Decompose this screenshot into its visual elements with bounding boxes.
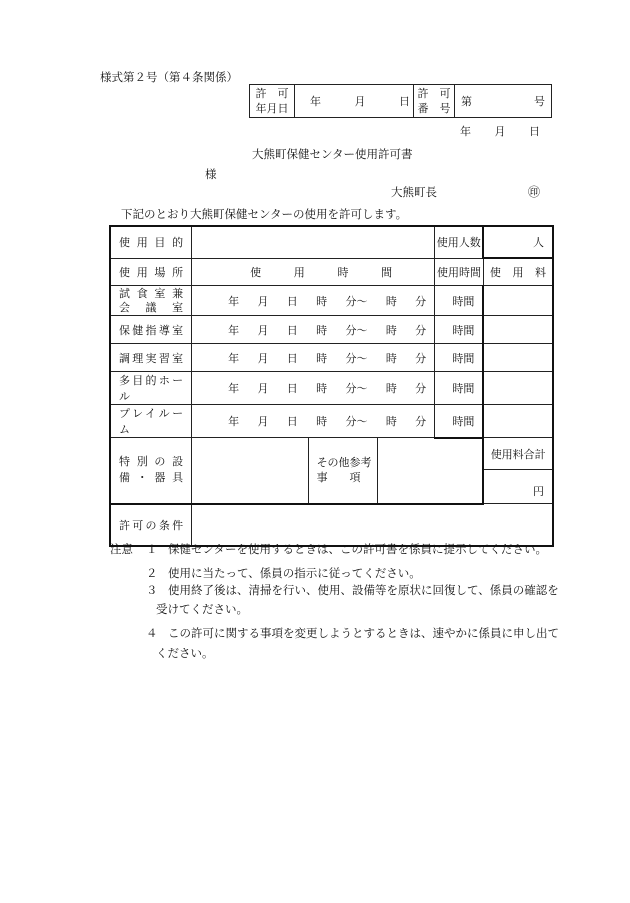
unit-minute-end: 分 xyxy=(415,415,427,428)
other-reference-field[interactable] xyxy=(378,438,483,504)
room-hours-field[interactable] xyxy=(435,316,484,344)
permit-date-label-line2: 年月日 xyxy=(255,102,289,115)
room-time-field[interactable] xyxy=(192,405,435,438)
unit-minute-end: 分 xyxy=(415,294,427,308)
room-hours-field[interactable] xyxy=(435,344,484,372)
fee-total-field[interactable] xyxy=(483,470,553,504)
room-fee-field[interactable] xyxy=(483,372,553,405)
issue-year-unit: 年 xyxy=(460,125,471,138)
unit-hour-end: 時 xyxy=(385,323,397,337)
notes-heading: 注意 xyxy=(110,542,133,556)
unit-month: 月 xyxy=(257,382,269,395)
permit-number-label-line1: 許 可 xyxy=(417,87,451,100)
unit-minute-end: 分 xyxy=(415,351,427,365)
permit-number-label xyxy=(414,85,455,118)
room-time-field[interactable] xyxy=(192,372,435,405)
note-text: 使用に当たって、係員の指示に従ってください。 xyxy=(168,566,421,580)
note-number: ３ xyxy=(146,583,158,597)
note-text: 使用終了後は、清掃を行い、使用、設備等を原状に回復して、係員の確認を xyxy=(168,583,559,597)
other-label-line1: その他参考 xyxy=(316,456,372,470)
issuer-name: 大熊町長 xyxy=(391,185,437,199)
addressee-suffix: 様 xyxy=(205,167,217,181)
permit-date-label xyxy=(250,85,295,118)
equipment-field[interactable] xyxy=(192,438,308,504)
unit-day: 日 xyxy=(286,351,298,365)
time-header xyxy=(192,258,435,286)
permit-month-unit: 月 xyxy=(354,94,366,108)
unit-minute-start: 分〜 xyxy=(345,351,368,365)
people-unit: 人 xyxy=(533,236,544,249)
permit-number-field[interactable] xyxy=(455,85,552,118)
permit-number-prefix: 第 xyxy=(461,94,472,108)
room-fee-field[interactable] xyxy=(483,316,553,344)
room-label-cooking: 調理実習室 xyxy=(110,344,192,372)
room-label-multipurpose-hall: 多目的ホール xyxy=(110,372,192,405)
unit-hour-start: 時 xyxy=(316,351,328,365)
unit-month: 月 xyxy=(257,294,269,308)
place-label: 使用場所 xyxy=(110,258,192,286)
unit-hour-start: 時 xyxy=(316,323,328,337)
permit-info-box xyxy=(249,84,552,118)
room-label-health-guidance: 保健指導室 xyxy=(110,316,192,344)
usage-form-table xyxy=(109,225,554,547)
room-time-field[interactable] xyxy=(192,316,435,344)
unit-day: 日 xyxy=(286,323,298,337)
note-text: 保健センターを使用するときは、この許可書を係員に提示してください。 xyxy=(168,542,548,556)
room-hours-field[interactable] xyxy=(435,286,484,316)
equipment-label-line2: 備・器具 xyxy=(119,471,184,485)
unit-minute-start: 分〜 xyxy=(345,323,368,337)
form-number: 様式第２号（第４条関係） xyxy=(100,70,238,84)
hours-unit: 時間 xyxy=(452,414,475,428)
document-title: 大熊町保健センター使用許可書 xyxy=(252,147,413,161)
note-text-continued: 受けてください。 xyxy=(156,602,248,616)
other-label-line2: 事 項 xyxy=(316,471,361,485)
unit-month: 月 xyxy=(257,415,269,428)
unit-year: 年 xyxy=(228,294,240,308)
unit-minute-start: 分〜 xyxy=(345,294,368,308)
note-number: ４ xyxy=(146,626,158,640)
purpose-label: 使用目的 xyxy=(110,226,192,258)
room-fee-field[interactable] xyxy=(483,405,553,438)
room-time-field[interactable] xyxy=(192,286,435,316)
issue-month-unit: 月 xyxy=(494,125,506,138)
hours-unit: 時間 xyxy=(452,351,475,365)
unit-hour-end: 時 xyxy=(385,294,397,308)
fee-label: 使用料 xyxy=(483,258,553,286)
unit-year: 年 xyxy=(228,323,240,337)
time-header-char-4: 間 xyxy=(381,265,393,279)
hours-unit: 時間 xyxy=(452,294,475,308)
room-time-field[interactable] xyxy=(192,344,435,372)
unit-hour-end: 時 xyxy=(385,351,397,365)
fee-total-label: 使用料合計 xyxy=(483,438,553,470)
room-fee-field[interactable] xyxy=(483,286,553,316)
unit-minute-start: 分〜 xyxy=(345,382,368,395)
room-label-line1: 試食室兼 xyxy=(119,286,184,300)
people-field[interactable] xyxy=(483,226,553,258)
room-hours-field[interactable] xyxy=(435,372,484,405)
time-header-char-3: 時 xyxy=(337,265,349,279)
other-reference-label xyxy=(308,438,378,504)
unit-minute-end: 分 xyxy=(415,382,427,395)
note-number: ２ xyxy=(146,566,158,580)
unit-minute-start: 分〜 xyxy=(345,415,368,428)
hours-label: 使用時間 xyxy=(435,258,484,286)
hours-unit: 時間 xyxy=(452,323,475,337)
hours-unit: 時間 xyxy=(452,382,475,395)
unit-day: 日 xyxy=(286,415,298,428)
purpose-field[interactable] xyxy=(192,226,435,258)
unit-hour-start: 時 xyxy=(316,294,328,308)
room-label-playroom: プレイルーム xyxy=(110,405,192,438)
permit-date-field[interactable] xyxy=(295,85,414,118)
permit-number-suffix: 号 xyxy=(534,94,545,108)
permit-number-label-line2: 番 号 xyxy=(417,102,451,115)
room-fee-field[interactable] xyxy=(483,344,553,372)
conditions-field[interactable] xyxy=(192,504,553,546)
unit-hour-end: 時 xyxy=(385,382,397,395)
note-text: この許可に関する事項を変更しようとするときは、速やかに係員に申し出て xyxy=(168,626,559,640)
seal-mark: ㊞ xyxy=(528,185,541,199)
time-header-char-2: 用 xyxy=(293,265,305,279)
unit-month: 月 xyxy=(257,323,269,337)
equipment-label-line1: 特別の設 xyxy=(119,455,184,469)
permit-date-label-line1: 許 可 xyxy=(255,87,289,100)
unit-hour-start: 時 xyxy=(316,415,328,428)
note-number: １ xyxy=(146,542,158,556)
unit-year: 年 xyxy=(228,382,240,395)
conditions-label: 許可の条件 xyxy=(110,504,192,546)
unit-year: 年 xyxy=(228,351,240,365)
intro-text: 下記のとおり大熊町保健センターの使用を許可します。 xyxy=(121,207,408,221)
unit-year: 年 xyxy=(228,415,240,428)
unit-month: 月 xyxy=(257,351,269,365)
yen-unit: 円 xyxy=(533,485,544,498)
permit-year-unit: 年 xyxy=(310,94,321,108)
unit-day: 日 xyxy=(286,382,298,395)
unit-minute-end: 分 xyxy=(415,323,427,337)
issue-date[interactable] xyxy=(460,123,540,139)
room-label-line2: 会議室 xyxy=(119,300,184,314)
time-header-char-1: 使 xyxy=(250,265,262,279)
people-label: 使用人数 xyxy=(435,226,484,258)
permit-day-unit: 日 xyxy=(399,94,410,108)
note-text-continued: ください。 xyxy=(156,646,214,660)
unit-day: 日 xyxy=(286,294,298,308)
equipment-label xyxy=(110,438,192,504)
issue-day-unit: 日 xyxy=(529,125,540,138)
room-label-tasting-meeting xyxy=(110,286,192,316)
room-hours-field[interactable] xyxy=(435,405,484,438)
unit-hour-start: 時 xyxy=(316,382,328,395)
unit-hour-end: 時 xyxy=(385,415,397,428)
